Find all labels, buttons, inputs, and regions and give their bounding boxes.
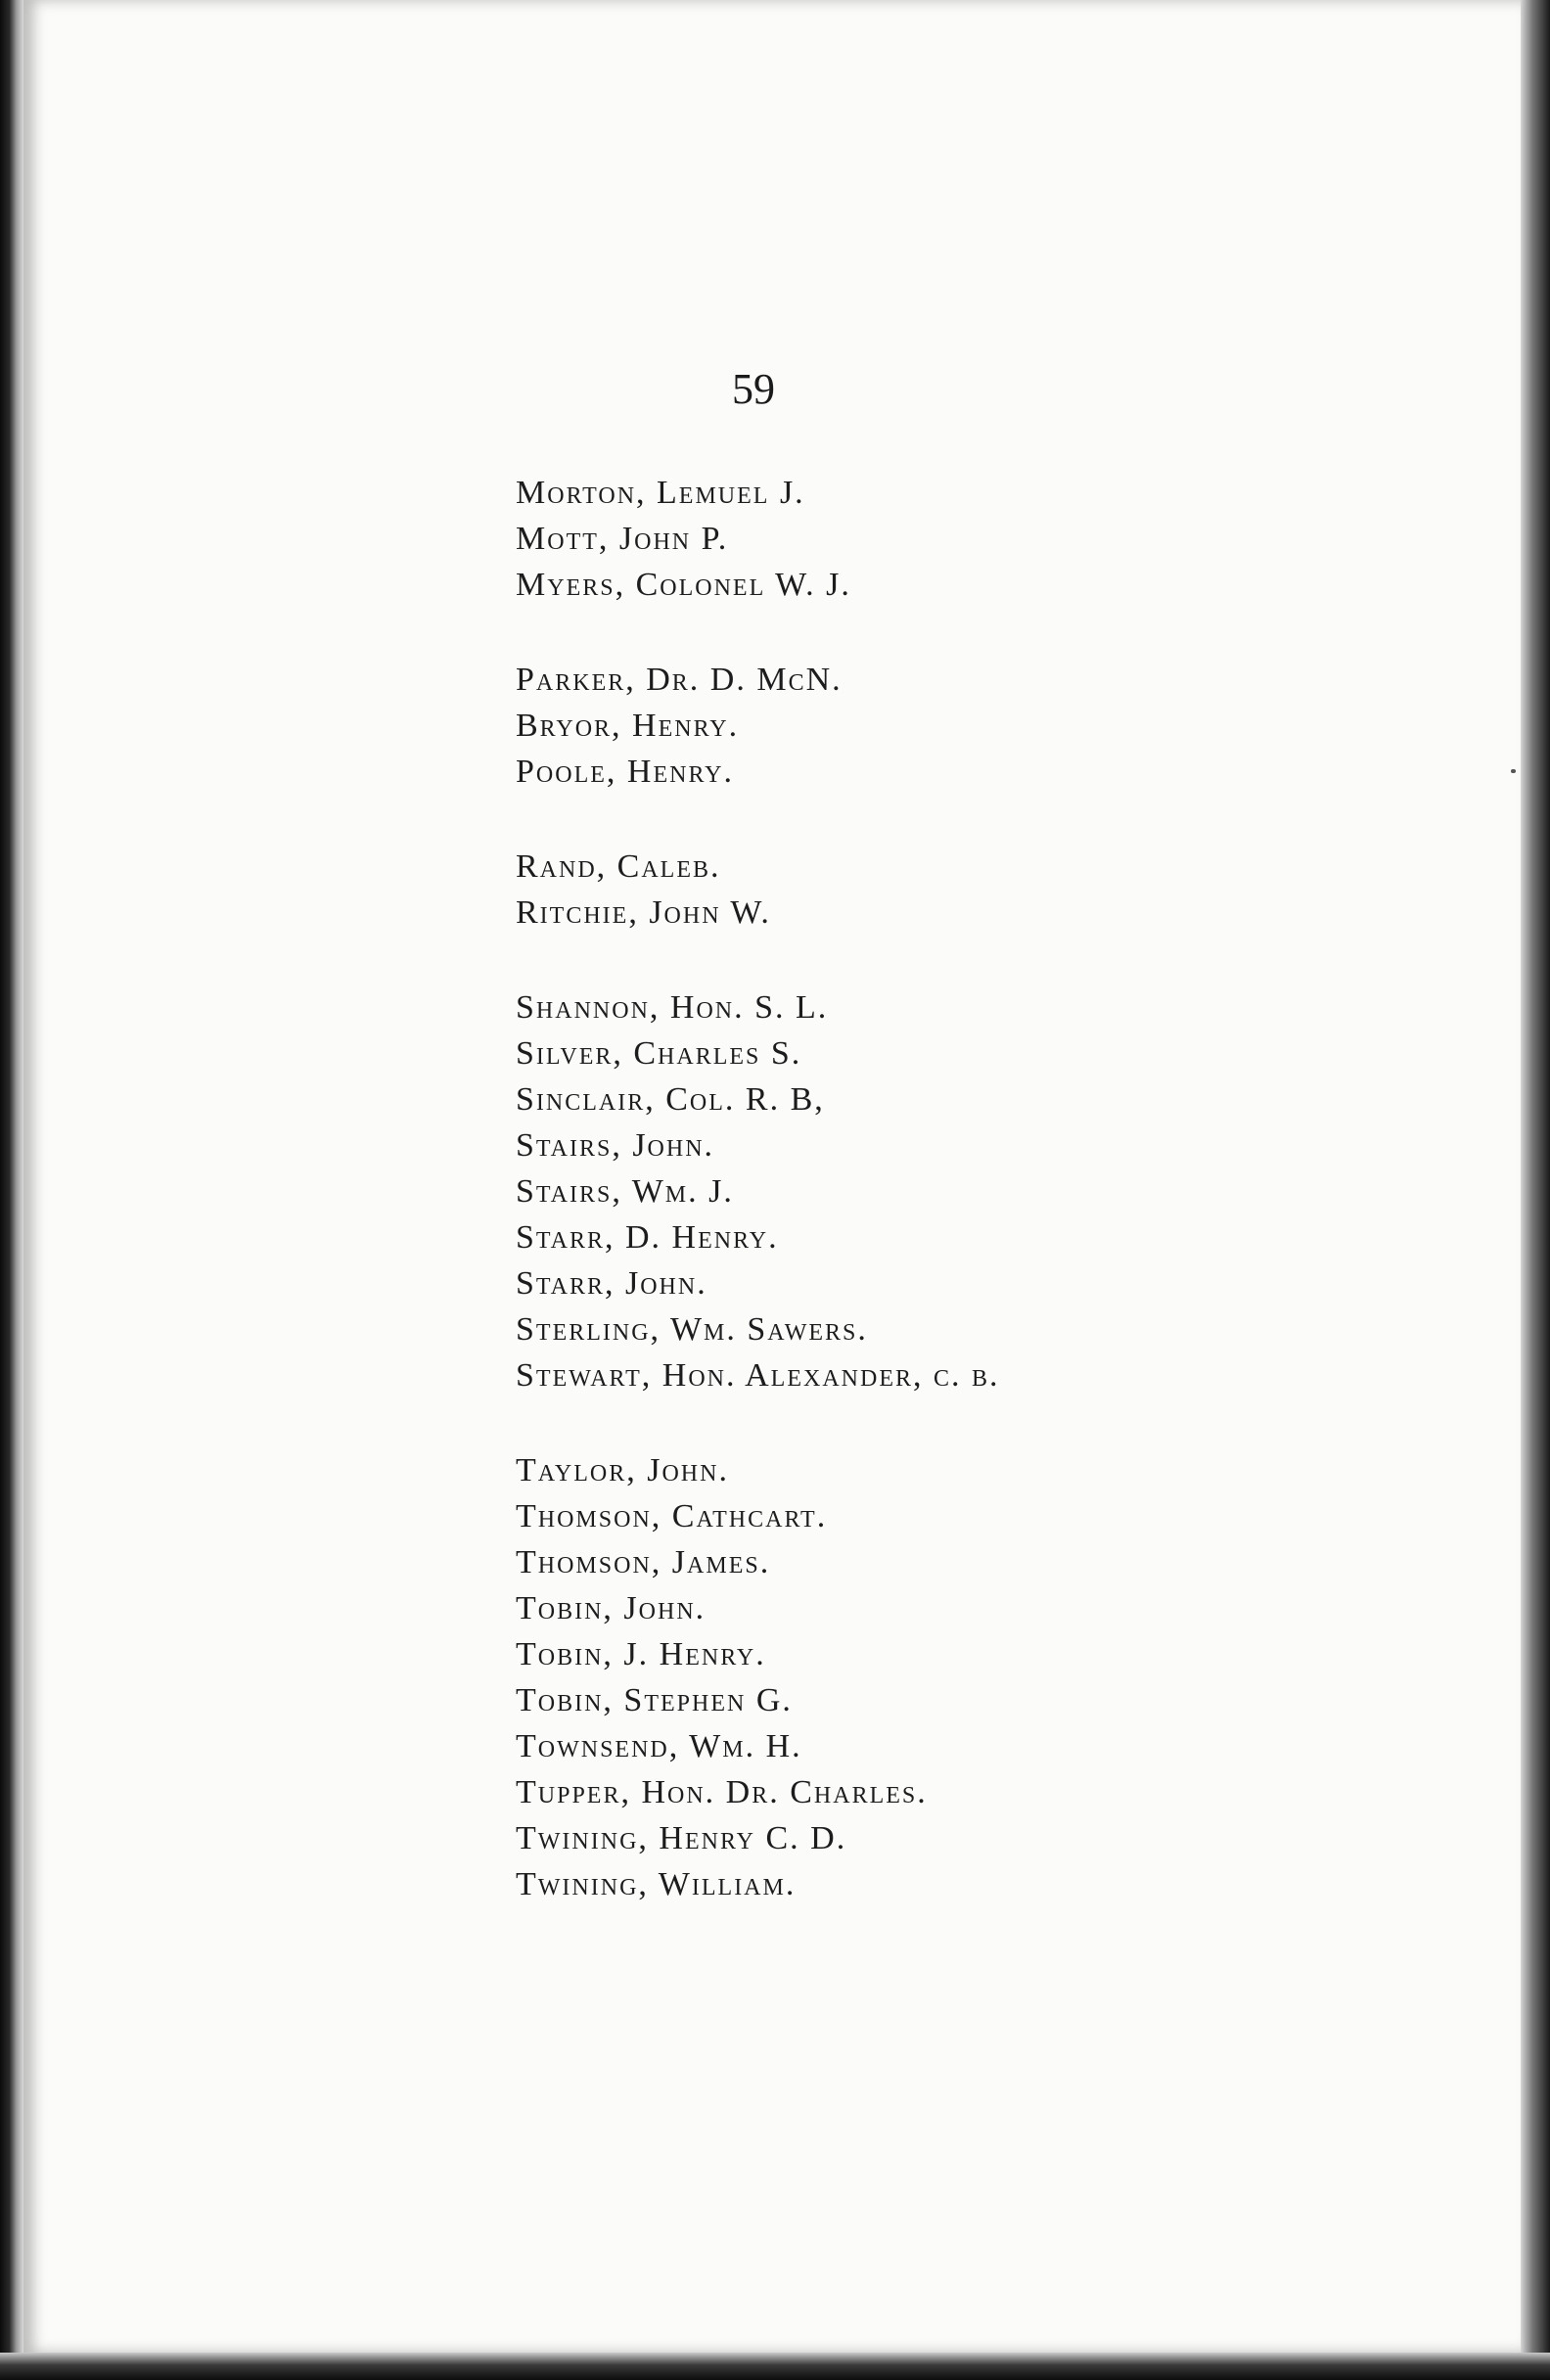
list-item: Myers, Colonel W. J. — [516, 567, 851, 603]
book-binding-edge — [0, 0, 23, 2380]
list-item: Tobin, John. — [516, 1590, 707, 1626]
list-item: Starr, John. — [516, 1265, 707, 1302]
list-item: Parker, Dr. D. McN. — [516, 662, 843, 698]
list-item: Morton, Lemuel J. — [516, 475, 805, 511]
list-item: Starr, D. Henry. — [516, 1219, 779, 1256]
list-item: Thomson, Cathcart. — [516, 1498, 828, 1534]
page-right-edge — [1521, 0, 1550, 2380]
list-item: Silver, Charles S. — [516, 1035, 802, 1072]
list-item: Poole, Henry. — [516, 754, 734, 790]
name-group-m — [516, 470, 1494, 608]
list-item: Thomson, James. — [516, 1544, 771, 1580]
list-item: Stairs, John. — [516, 1127, 715, 1164]
list-item: Twining, Henry C. D. — [516, 1820, 847, 1856]
list-item: Tobin, J. Henry. — [516, 1636, 766, 1672]
list-item: Twining, William. — [516, 1866, 797, 1902]
name-list — [516, 470, 1494, 1956]
list-item: Sterling, Wm. Sawers. — [516, 1311, 868, 1348]
list-item: Taylor, John. — [516, 1452, 729, 1488]
list-item: Rand, Caleb. — [516, 848, 721, 885]
page-number: 59 — [732, 365, 775, 413]
page-bottom-edge — [0, 2353, 1550, 2380]
name-group-t — [516, 1447, 1494, 1907]
name-group-r — [516, 844, 1494, 936]
ink-speck — [1511, 769, 1516, 773]
list-item: Stewart, Hon. Alexander, c. b. — [516, 1357, 1000, 1394]
list-item: Shannon, Hon. S. L. — [516, 989, 829, 1026]
list-item: Stairs, Wm. J. — [516, 1173, 734, 1210]
name-group-s — [516, 984, 1494, 1398]
list-item: Mott, John P. — [516, 521, 729, 557]
name-group-p — [516, 657, 1494, 795]
list-item: Sinclair, Col. R. B, — [516, 1081, 825, 1118]
list-item: Tobin, Stephen G. — [516, 1682, 793, 1718]
list-item: Ritchie, John W. — [516, 894, 771, 931]
list-item: Tupper, Hon. Dr. Charles. — [516, 1774, 928, 1810]
list-item: Bryor, Henry. — [516, 708, 740, 744]
list-item: Townsend, Wm. H. — [516, 1728, 802, 1764]
